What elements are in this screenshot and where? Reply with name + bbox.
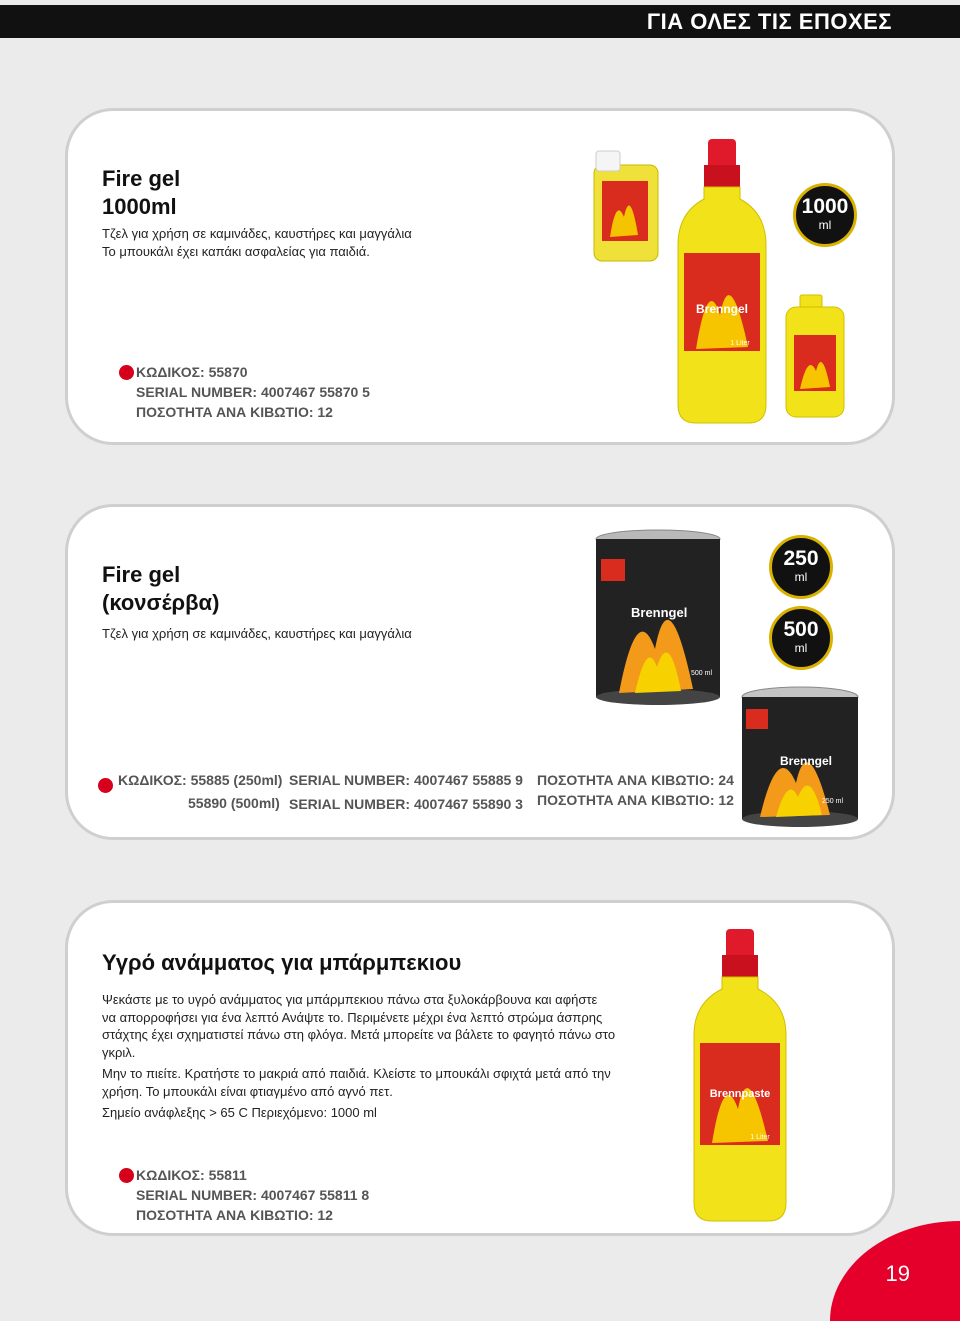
bottle-label-text: Brenngel <box>695 302 749 316</box>
spec-code-500: 55890 (500ml) <box>188 795 280 811</box>
bottle-image <box>674 135 770 427</box>
section-title: ΓΙΑ ΟΛΕΣ ΤΙΣ ΕΠΟΧΕΣ <box>646 9 892 34</box>
volume-number: 500 <box>783 618 819 641</box>
can-label-text: Brenngel <box>631 605 688 620</box>
serial-number-250: SERIAL NUMBER: 4007467 55885 9 <box>289 772 523 788</box>
product-card-bbq-lighter-fluid <box>65 900 895 1236</box>
bottle-image <box>690 925 790 1225</box>
product-title <box>102 165 180 221</box>
can-250-image <box>738 685 862 829</box>
description-line: Σημείο ανάφλεξης > 65 C Περιεχόμενο: 1000 ml <box>102 1105 377 1120</box>
serial-number-500: SERIAL NUMBER: 4007467 55890 3 <box>289 796 523 812</box>
volume-unit: ml <box>794 641 808 655</box>
bullet-dot <box>98 778 113 793</box>
product-code: ΚΩΔΙΚΟΣ: 55811 <box>136 1167 247 1183</box>
description-line: Τζελ για χρήση σε καμινάδες, καυστήρες και μαγγάλια <box>102 226 412 241</box>
product-title-line: 1000ml <box>102 194 177 219</box>
quantity-per-box-250: ΠΟΣΟΤΗΤΑ ΑΝΑ ΚΙΒΩΤΙΟ: 24 <box>537 772 734 788</box>
product-title-line: Fire gel <box>102 562 181 587</box>
description-line: να απορροφήσει για ένα λεπτό Ανάψτε το. Περιμένετε μέχρι ένα λεπτό στρώμα άσπρης <box>102 1009 603 1025</box>
bullet-dot <box>119 1168 134 1183</box>
volume-unit: ml <box>818 218 832 232</box>
volume-badge-500 <box>769 606 833 670</box>
spec-code-250: ΚΩΔΙΚΟΣ: 55885 (250ml) <box>118 772 283 788</box>
quantity-per-box: ΠΟΣΟΤΗΤΑ ΑΝΑ ΚΙΒΩΤΙΟ: 12 <box>136 404 333 420</box>
volume-unit: ml <box>794 570 808 584</box>
volume-number: 1000 <box>801 195 849 218</box>
jerrycan-image <box>586 147 666 267</box>
description-line: χρήση. Το μπουκάλι είναι φτιαγμένο από αγνό πετ. <box>102 1083 393 1099</box>
volume-number: 250 <box>783 547 819 570</box>
product-description <box>102 625 412 643</box>
description-line: Ψεκάστε με το υγρό ανάμματος για μπάρμπεκιου πάνω στα ξυλοκάρβουνα και αφήστε <box>102 992 598 1007</box>
product-title: Υγρό ανάμματος για μπάρμπεκιου <box>102 950 462 975</box>
product-title-line: (κονσέρβα) <box>102 590 220 615</box>
product-title-line: Fire gel <box>102 166 181 191</box>
product-description <box>102 225 412 261</box>
header-bar <box>0 5 960 38</box>
product-title <box>102 561 219 617</box>
bottle-size-text: 1 Liter <box>730 340 750 347</box>
description-line: Το μπουκάλι έχει καπάκι ασφαλείας για παιδιά. <box>102 244 370 259</box>
product-description <box>102 991 615 1122</box>
page-number: 19 <box>885 1261 910 1286</box>
bottle-size-text: 1 Liter <box>750 1134 770 1141</box>
can-500-image <box>591 529 725 705</box>
bottle-label-text: Brennpaste <box>709 1088 771 1100</box>
product-specs <box>136 1165 369 1225</box>
description-line: Μην το πιείτε. Κρατήστε το μακριά από παιδιά. Κλείστε το μπουκάλι σφιχτά μετά από την <box>102 1066 611 1081</box>
bullet-dot <box>119 365 134 380</box>
quantity-per-box: ΠΟΣΟΤΗΤΑ ΑΝΑ ΚΙΒΩΤΙΟ: 12 <box>136 1207 333 1223</box>
serial-number: SERIAL NUMBER: 4007467 55811 8 <box>136 1187 370 1203</box>
quantity-per-box-500: ΠΟΣΟΤΗΤΑ ΑΝΑ ΚΙΒΩΤΙΟ: 12 <box>537 792 734 808</box>
product-code: ΚΩΔΙΚΟΣ: 55870 <box>136 364 248 380</box>
description-line: γκριλ. <box>102 1044 136 1060</box>
can-label-text: Brenngel <box>780 754 833 768</box>
product-specs <box>136 362 370 422</box>
volume-badge-250 <box>769 535 833 599</box>
can-size-text: 250 ml <box>822 798 844 805</box>
description-line: στάχτης έχει σχηματιστεί πάνω στη φλόγα. Μετά μπορείτε να βάλετε το φαγητό πάνω στο <box>102 1027 616 1042</box>
volume-badge <box>793 183 857 247</box>
serial-number: SERIAL NUMBER: 4007467 55870 5 <box>136 384 370 400</box>
small-bottle-image <box>780 291 850 421</box>
can-size-text: 500 ml <box>691 670 713 677</box>
product-card-fire-gel-can <box>65 504 895 840</box>
product-card-fire-gel-1000 <box>65 108 895 445</box>
description-line: Τζελ για χρήση σε καμινάδες, καυστήρες και μαγγάλια <box>102 626 412 641</box>
